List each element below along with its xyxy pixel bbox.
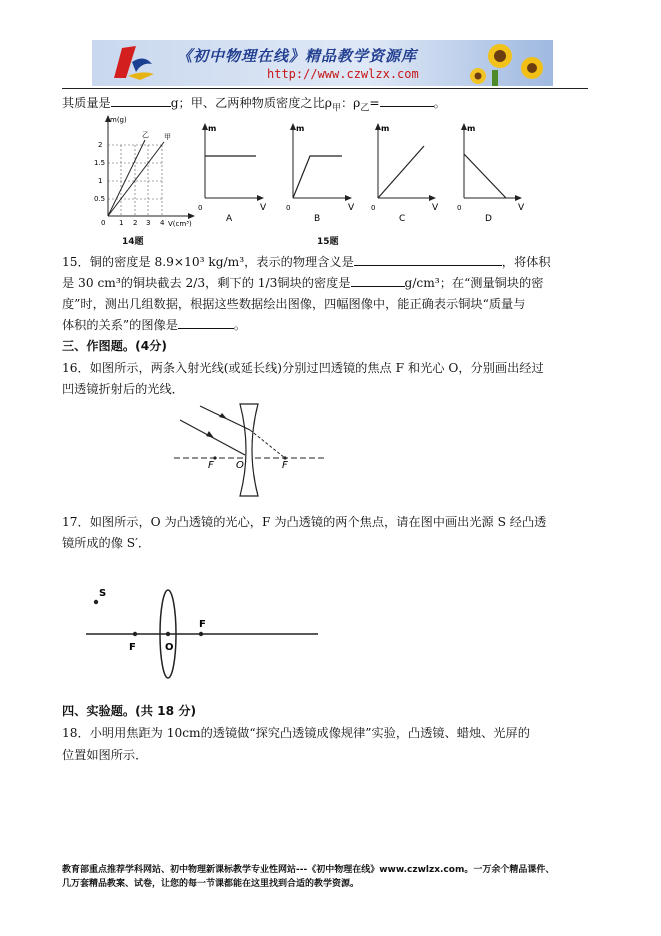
fig15-panel-b [286, 123, 355, 224]
fig16-concave-lens [240, 404, 258, 496]
q14-text-2: g；甲、乙两种物质密度之比ρ [170, 96, 332, 110]
fig15-origin: 0 [457, 204, 462, 212]
arrow-icon [219, 413, 227, 419]
answer-blank [178, 317, 234, 329]
q16-line-2: 凹透镜折射后的光线． [62, 382, 184, 396]
fig17-label-o: O [165, 642, 174, 653]
fig15-axis-m: m [208, 124, 217, 133]
subscript-yi: 乙 [360, 103, 370, 114]
q17-line-2: 镜所成的像 S′． [62, 536, 151, 550]
header-divider [62, 88, 588, 89]
q14-text-4: = [369, 96, 380, 110]
q18-line-2: 位置如图所示． [62, 748, 148, 762]
fig14-y-tick: 2 [98, 141, 103, 149]
footer-line-1: 教育部重点推荐学科网站、初中物理新课标教学专业性网站---《初中物理在线》www.czwlzx.com。一万余个精品课件、 [62, 865, 555, 875]
q15-line-3: 度”时，测出几组数据，根据这些数据绘出图像，四幅图像中，能正确表示铜块“质量与 [62, 297, 526, 311]
fig15-caption: 15题 [317, 237, 339, 247]
fig14-y-axis-label: m(g) [110, 116, 127, 124]
fig14-graph [80, 112, 203, 244]
fig14-x-tick: 3 [146, 219, 151, 227]
header-banner [92, 40, 553, 86]
fig14-x-tick: 2 [133, 219, 138, 227]
fig16-ray-1-extension [250, 430, 285, 458]
fig16-label-f-left: F [208, 460, 214, 471]
q15-text: 是 30 cm³的铜块截去 2/3，剩下的 1/3铜块的密度是 [62, 276, 351, 290]
q15-text: g/cm³；在“测量铜块的密 [404, 276, 544, 290]
fig15-label-a: A [226, 214, 233, 224]
fig17-convex-lens-diagram [82, 584, 322, 680]
fig16-concave-lens-diagram [172, 400, 332, 500]
q15-line-4 [62, 317, 246, 333]
fig15-axis-m: m [296, 124, 305, 133]
fig14-x-tick: 0 [101, 219, 106, 227]
fig16-label-o: O [236, 460, 244, 471]
answer-blank [380, 95, 434, 107]
answer-blank [354, 254, 502, 266]
fig14-series-jia: 甲 [164, 133, 171, 141]
section-4-heading: 四、实验题。(共 18 分) [62, 704, 197, 718]
fig15-axis-v: V [432, 203, 439, 213]
q15-text: 15．铜的密度是 8.9×10³ kg/m³，表示的物理含义是 [62, 255, 354, 269]
fig14-series-yi: 乙 [142, 131, 149, 139]
fig14-x-tick: 1 [119, 219, 124, 227]
fig15-axis-v: V [260, 203, 267, 213]
fig14-x-axis-label: V(cm³) [168, 220, 192, 228]
banner-url[interactable]: http://www.czwlzx.com [267, 67, 419, 81]
fig17-label-f-right: F [199, 619, 206, 630]
q15-line-2 [62, 275, 543, 291]
q15-text: 。 [233, 318, 247, 332]
q18-line-1: 18．小明用焦距为 10cm的透镜做“探究凸透镜成像规律”实验，凸透镜、蜡烛、光屏的 [62, 726, 530, 740]
fig15-axis-m: m [467, 124, 476, 133]
fig15-origin: 0 [371, 204, 376, 212]
fig17-label-f-left: F [129, 642, 136, 653]
fig15-axis-v: V [518, 203, 525, 213]
banner-title: 《初中物理在线》精品教学资源库 [177, 47, 418, 65]
fig15-label-d: D [485, 214, 492, 224]
fig15-axis-m: m [381, 124, 390, 133]
section-3-heading: 三、作图题。(4分) [62, 339, 167, 353]
footer-line-2: 几万套精品教案、试卷，让您的每一节课都能在这里找到合适的教学资源。 [62, 879, 360, 889]
fig14-y-tick: 0.5 [94, 195, 106, 203]
fig15-origin: 0 [198, 204, 203, 212]
fig14-caption: 14题 [122, 237, 144, 247]
fig14-y-tick: 1 [98, 177, 103, 185]
fig15-label-c: C [399, 214, 406, 224]
fig14-line-jia [108, 142, 164, 216]
fig15-graphs [192, 118, 542, 224]
q15-text: 体积的关系”的图像是 [62, 318, 178, 332]
answer-blank [111, 95, 171, 107]
fig17-label-s: S [99, 588, 107, 599]
fig15-origin: 0 [286, 204, 291, 212]
fig15-panel-d [457, 123, 525, 224]
fig14-line-yi [108, 140, 145, 216]
q14-text-3: ：ρ [340, 96, 361, 110]
fig14-x-tick: 4 [160, 219, 165, 227]
fig14-y-tick: 1.5 [94, 159, 106, 167]
fig15-axis-v: V [348, 203, 355, 213]
fig15-label-b: B [314, 214, 321, 224]
q15-text: ，将体积 [501, 255, 551, 269]
q14-text-1: 其质量是 [62, 96, 111, 110]
fig15-panel-a [198, 123, 267, 224]
q17-line-1: 17．如图所示，O 为凸透镜的光心，F 为凸透镜的两个焦点，请在图中画出光源 S 经凸透 [62, 515, 547, 529]
fig16-label-f-right: F [282, 460, 288, 471]
q16-line-1: 16．如图所示，两条入射光线(或延长线)分别过凹透镜的焦点 F 和光心 O，分别画出经过 [62, 361, 544, 375]
answer-blank [351, 275, 405, 287]
q14-text-5: 。 [433, 96, 446, 110]
arrow-icon [206, 431, 214, 438]
subscript-jia: 甲 [331, 103, 341, 114]
q15-line-1 [62, 254, 551, 270]
fig15-panel-c [371, 123, 439, 224]
fig17-light-source [94, 600, 98, 604]
